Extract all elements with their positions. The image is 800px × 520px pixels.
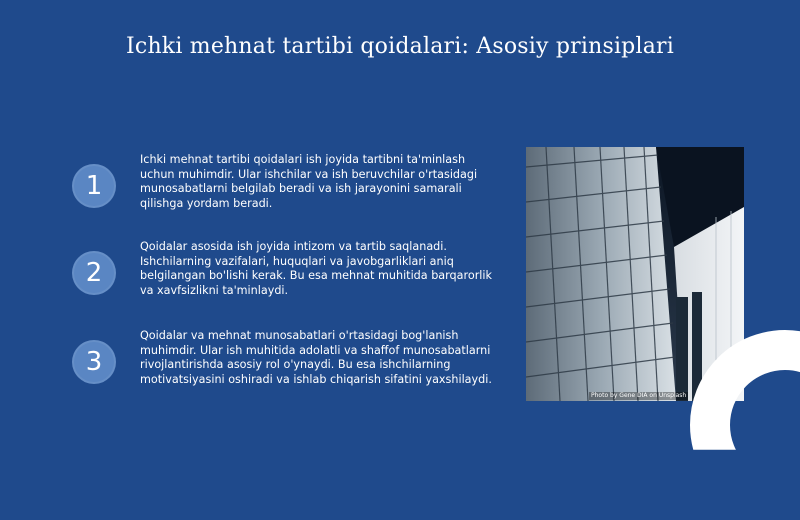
number-badge: 2	[72, 251, 116, 295]
number-badge: 3	[72, 340, 116, 384]
photo-credit[interactable]: Photo by Gene DIA on Unsplash	[591, 392, 687, 399]
principle-text: Qoidalar va mehnat munosabatlari o'rtasidagi bog'lanish muhimdir. Ular ish muhitida adolatli va shaffof munosabatlarni rivojlantirishda asosiy rol o'ynaydi. Bu esa ishchilarning motivatsiyasini oshiradi va ishlab chiqarish sifatini yaxshilaydi.	[140, 329, 492, 386]
number-badge: 1	[72, 164, 116, 208]
principle-text: Ichki mehnat tartibi qoidalari ish joyida tartibni ta'minlash uchun muhimdir. Ular ishchilar va ish beruvchilar o'rtasidagi munosabatlarni belgilab beradi va ish jarayonini samarali qilishga yordam beradi.	[140, 153, 478, 210]
principle-item-3	[72, 329, 502, 440]
principle-text: Qoidalar asosida ish joyida intizom va tartib saqlanadi. Ishchilarning vazifalari, huquqlari va javobgarliklari aniq belgilangan bo'lishi kerak. Bu esa mehnat muhitida barqarorlik va xavfsizlikni ta'minlaydi.	[140, 240, 493, 297]
slide-title: Ichki mehnat tartibi qoidalari: Asosiy prinsiplari	[126, 34, 674, 59]
